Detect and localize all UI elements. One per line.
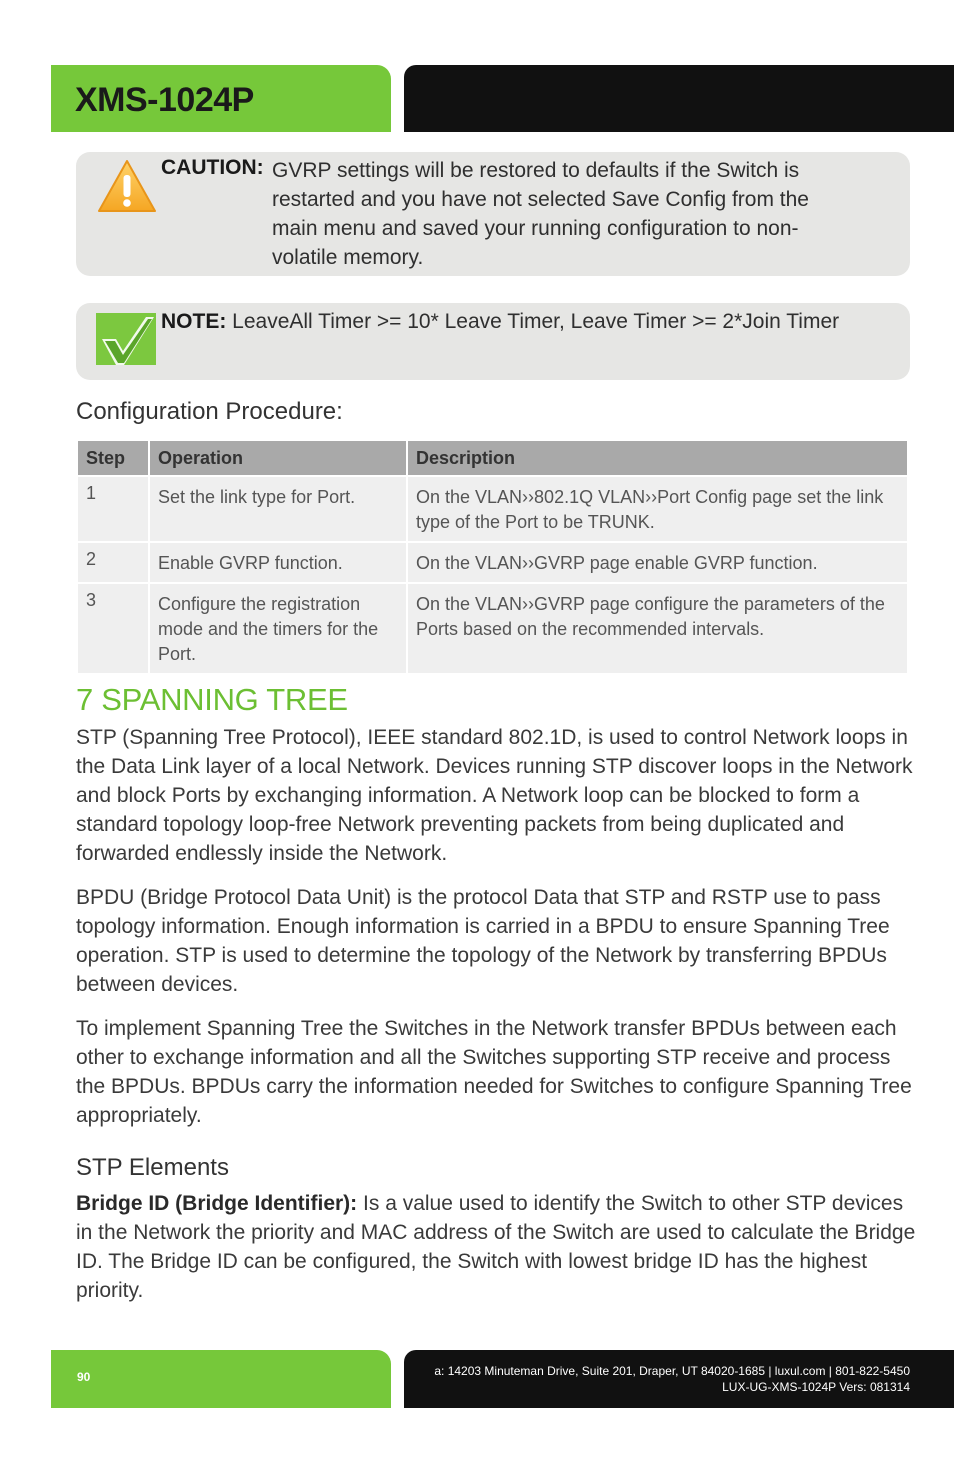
caution-label: CAUTION: [161, 156, 264, 179]
operation-cell: Configure the registration mode and the timers for the Port. [150, 584, 406, 673]
footer-green-bar [51, 1350, 391, 1408]
procedure-table [76, 439, 909, 675]
procedure-heading: Configuration Procedure: [76, 398, 343, 425]
bridge-id-text: Is a value used to identify the Switch to other STP devices in the Network the priority and MAC address of the Switch are used to calculate the Bridge ID. The Bridge ID can be configured, the Switch with lowest bridge ID has the highest priority. [76, 1192, 916, 1302]
description-cell: On the VLAN››GVRP page configure the parameters of the Ports based on the recommended intervals. [408, 584, 907, 673]
footer-address: a: 14203 Minuteman Drive, Suite 201, Draper, UT 84020-1685 | luxul.com | 801-822-5450 [434, 1364, 910, 1378]
footer-doc-id: LUX-UG-XMS-1024P Vers: 081314 [722, 1380, 910, 1394]
table-row [78, 584, 907, 673]
body-paragraph: STP (Spanning Tree Protocol), IEEE standard 802.1D, is used to control Network loops in the Data Link layer of a local Network. Devices running STP discover loops in the Network and block Ports by exchanging information. A Network loop can be blocked to form a standard topology loop-free Network preventing packets from being duplicated and forwarded endlessly inside the Network. [76, 726, 913, 865]
caution-line: main menu and saved your running configuration to non- [272, 217, 799, 240]
footer-black-bar [404, 1350, 954, 1408]
step-cell: 1 [78, 477, 148, 541]
note-body: LeaveAll Timer >= 10* Leave Timer, Leave Timer >= 2*Join Timer [232, 310, 840, 333]
column-header: Step [78, 441, 148, 475]
operation-cell: Set the link type for Port. [150, 477, 406, 541]
table-row [78, 477, 907, 541]
caution-callout [76, 152, 910, 276]
description-cell: On the VLAN››802.1Q VLAN››Port Config page set the link type of the Port to be TRUNK. [408, 477, 907, 541]
note-text [161, 307, 839, 336]
description-cell: On the VLAN››GVRP page enable GVRP function. [408, 543, 907, 582]
note-label: NOTE: [161, 310, 227, 333]
checkmark-icon [96, 313, 158, 367]
note-callout [76, 303, 910, 380]
bridge-id-paragraph [76, 1189, 916, 1305]
page-number: 90 [77, 1370, 91, 1384]
table-row [78, 543, 907, 582]
body-paragraph: To implement Spanning Tree the Switches in the Network transfer BPDUs between each other to exchange information and all the Switches supporting STP receive and process the BPDUs. BPDUs carry the information needed for Switches to configure Spanning Tree appropriately. [76, 1017, 912, 1127]
header-black-bar [404, 65, 954, 132]
section-title: 7 SPANNING TREE [76, 682, 348, 717]
body-paragraph: BPDU (Bridge Protocol Data Unit) is the protocol Data that STP and RSTP use to pass topology information. Enough information is carried in a BPDU to ensure Spanning Tree operation. STP is used to determine the topology of the Network by transferring BPDUs between devices. [76, 886, 890, 996]
column-header: Description [408, 441, 907, 475]
footer-info [434, 1363, 910, 1395]
step-cell: 3 [78, 584, 148, 673]
step-cell: 2 [78, 543, 148, 582]
document-title: XMS-1024P [75, 81, 254, 119]
table-header-row [78, 441, 907, 475]
caution-line: restarted and you have not selected Save Config from the [272, 188, 809, 211]
caution-line: GVRP settings will be restored to defaults if the Switch is [272, 159, 800, 182]
bridge-id-label: Bridge ID (Bridge Identifier): [76, 1192, 358, 1215]
operation-cell: Enable GVRP function. [150, 543, 406, 582]
caution-line: volatile memory. [272, 246, 424, 269]
column-header: Operation [150, 441, 406, 475]
caution-text [272, 156, 862, 272]
warning-triangle-icon [96, 158, 158, 214]
header-green-bar [51, 65, 391, 132]
stp-elements-heading: STP Elements [76, 1154, 229, 1181]
